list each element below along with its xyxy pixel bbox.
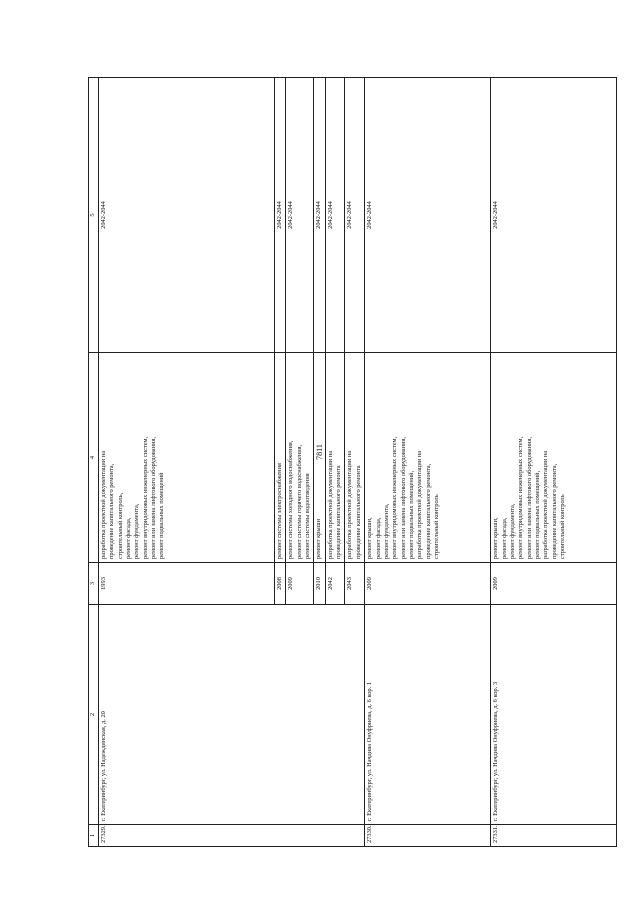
work-item: проведение капитального ремонта: [334, 465, 342, 559]
work-item: разработка проектной документации на: [542, 450, 550, 559]
period-cell: 2042-2044: [325, 78, 345, 353]
repair-schedule-table: [88, 77, 617, 847]
works-cell: [314, 353, 325, 563]
work-item: ремонт крыши,: [366, 517, 374, 559]
work-item: ремонт крыши: [315, 518, 323, 559]
row-number: 27330.: [365, 825, 491, 847]
work-item: проведение капитального ремонта,: [550, 463, 558, 559]
column-number: 3: [89, 563, 99, 605]
page-number: 7811: [315, 444, 324, 460]
table-body: [99, 78, 617, 847]
work-item: ремонт крыши,: [492, 517, 500, 559]
works-cell: [365, 353, 491, 563]
column-number: 1: [89, 825, 99, 847]
period-cell: 2042-2044: [491, 78, 617, 353]
work-item: разработка проектной документации на: [100, 450, 107, 559]
period-cell: 2042-2044: [365, 78, 491, 353]
work-item: ремонт фундамента,: [133, 503, 141, 559]
column-number: 4: [89, 353, 99, 563]
work-item: ремонт системы холодного водоснабжения,: [287, 440, 295, 559]
table-row: [491, 78, 617, 847]
work-item: ремонт или замена лифтового оборудования,: [525, 436, 533, 559]
period-cell: 2042-2044: [99, 78, 275, 353]
works-cell: [275, 353, 286, 563]
address-cell: г. Екатеринбург, ул. Начдива Онуфриева, д. 6 кор. 1: [365, 605, 491, 825]
work-item: проведение капитального ремонта,: [424, 463, 432, 559]
works-cell: [325, 353, 345, 563]
work-item: разработка проектной документации на: [416, 450, 424, 559]
work-item: ремонт подвальных помещений: [158, 472, 166, 559]
work-item: ремонт внутридомовых инженерных систем,: [517, 436, 525, 559]
table-row: [365, 78, 491, 847]
work-item: строительный контроль: [432, 494, 440, 559]
work-item: ремонт фасада,: [374, 517, 382, 559]
column-number-row: [89, 78, 99, 847]
year-cell: 2009: [365, 563, 491, 605]
address-cell: г. Екатеринбург, ул. Надеждинская, д. 20: [99, 605, 365, 825]
year-cell: 2043: [345, 563, 365, 605]
period-cell: 2042-2044: [286, 78, 314, 353]
year-cell: 1993: [99, 563, 275, 605]
year-cell: 2042: [325, 563, 345, 605]
year-cell: 2009: [286, 563, 314, 605]
year-cell: 2010: [314, 563, 325, 605]
address-cell: г. Екатеринбург, ул. Начдива Онуфриева, д. 6 кор. 3: [491, 605, 617, 825]
work-item: ремонт системы горячего водоснабжения,: [295, 444, 303, 559]
work-item: ремонт фундамента,: [382, 503, 390, 559]
works-cell: [286, 353, 314, 563]
work-item: проведение капитального ремонта: [354, 465, 362, 559]
period-cell: 2042-2044: [314, 78, 325, 353]
work-item: строительный контроль,: [116, 492, 124, 559]
work-item: ремонт фасада,: [124, 517, 132, 559]
works-cell: [99, 353, 275, 563]
work-item: ремонт фундамента,: [508, 503, 516, 559]
works-cell: [345, 353, 365, 563]
period-cell: 2042-2044: [275, 78, 286, 353]
work-item: разработка проектной документации на: [326, 450, 334, 559]
work-item: ремонт фасада,: [500, 517, 508, 559]
row-number: 27329.: [99, 825, 365, 847]
column-number: 5: [89, 78, 99, 353]
work-item: ремонт подвальных помещений,: [533, 470, 541, 559]
row-number: 27331.: [491, 825, 617, 847]
work-item: ремонт подвальных помещений,: [407, 470, 415, 559]
work-item: ремонт внутридомовых инженерных систем,: [391, 436, 399, 559]
year-cell: 2009: [491, 563, 617, 605]
works-cell: [491, 353, 617, 563]
work-item: строительный контроль: [558, 494, 566, 559]
column-number: 2: [89, 605, 99, 825]
period-cell: 2042-2044: [345, 78, 365, 353]
work-item: ремонт системы электроснабжения: [276, 463, 283, 559]
rotated-sheet: [88, 78, 566, 847]
work-item: проведение капитального ремонта,: [108, 463, 116, 559]
table-container: [88, 78, 566, 847]
work-item: разработка проектной документации на: [346, 450, 354, 559]
year-cell: 2008: [275, 563, 286, 605]
work-item: ремонт или замена лифтового оборудования,: [149, 436, 157, 559]
work-item: ремонт внутридомовых инженерных систем,: [141, 436, 149, 559]
table-row: [99, 78, 275, 847]
work-item: ремонт системы водоотведения: [303, 473, 311, 559]
work-item: ремонт или замена лифтового оборудования,: [399, 436, 407, 559]
